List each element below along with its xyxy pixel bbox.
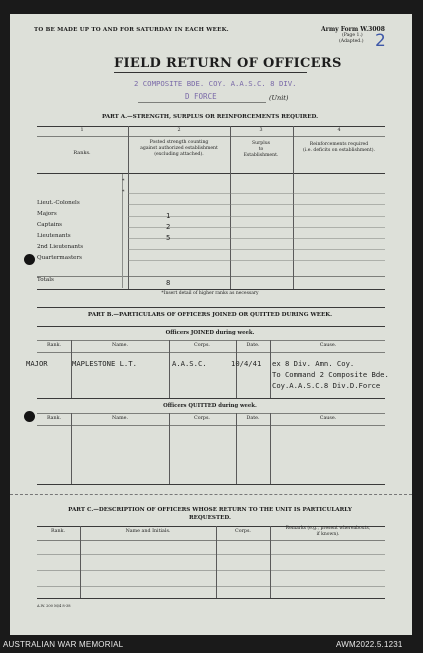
col-number-2: 2 xyxy=(177,128,181,133)
joined-col-cause: Cause. xyxy=(319,343,337,348)
col-header-posted-2: against authorized establishment xyxy=(140,146,218,151)
joined-col-name: Name. xyxy=(112,343,128,348)
unit-label: (Unit) xyxy=(269,94,289,102)
part-c-col-rank: Rank. xyxy=(50,529,66,534)
part-c-col-name: Name and Initials. xyxy=(125,529,171,534)
part-b-heading: PART B.—PARTICULARS OF OFFICERS JOINED OR QUITTED DURING WEEK. xyxy=(87,312,333,318)
document-page xyxy=(10,14,412,635)
col-header-reinf-2: (i.e. deficits on establishment). xyxy=(303,148,375,153)
part-a-footnote: *Insert detail of higher ranks as necessary xyxy=(161,291,259,296)
posted-captains: 2 xyxy=(166,222,171,231)
rank-totals: Totals xyxy=(37,277,54,283)
footer-accession-number: AWM2022.5.1231 xyxy=(336,640,403,649)
col-header-surplus-1: Surplus xyxy=(251,141,271,146)
instruction-text: TO BE MADE UP TO AND FOR SATURDAY IN EACH WEEK. xyxy=(34,27,229,33)
punch-hole-bottom xyxy=(24,411,35,422)
joined-col-date: Date. xyxy=(246,343,260,348)
rank-lieutenants: Lieutenants xyxy=(37,233,71,239)
posted-lieutenants: 5 xyxy=(166,233,171,242)
joined-col-corps: Corps. xyxy=(194,343,210,348)
rank-2nd-lieutenants: 2nd Lieutenants xyxy=(37,244,84,250)
col-header-surplus-3: Establishment. xyxy=(243,153,279,158)
rank-quartermasters: Quartermasters xyxy=(37,255,83,261)
part-c-col-remarks-2: if known). xyxy=(316,532,340,537)
col-number-4: 4 xyxy=(337,128,341,133)
quitted-col-date: Date. xyxy=(246,416,260,421)
part-a-heading: PART A.—STRENGTH, SURPLUS OR REINFORCEMENTS REQUIRED. xyxy=(101,114,319,120)
col-number-1: 1 xyxy=(80,128,84,133)
joined-col-rank: Rank. xyxy=(46,343,62,348)
print-code: A.W. 200 M/4 8-38 xyxy=(37,604,71,608)
col-header-surplus-2: to xyxy=(258,147,264,152)
posted-majors: 1 xyxy=(166,211,171,220)
quitted-col-corps: Corps. xyxy=(194,416,210,421)
joined-cause-line3: Coy.A.A.S.C.8 Div.D.Force xyxy=(272,381,381,390)
asterisk-2: * xyxy=(122,189,125,195)
joined-name-value: MAPLESTONE L.T. xyxy=(72,359,137,368)
quitted-heading: Officers QUITTED during week. xyxy=(163,403,257,409)
quitted-col-cause: Cause. xyxy=(319,416,337,421)
form-page: (Page 1.) xyxy=(342,33,363,38)
handwritten-page-number: 2 xyxy=(375,31,386,51)
part-c-heading-1: PART C.—DESCRIPTION OF OFFICERS WHOSE RETURN TO THE UNIT IS PARTICULARLY xyxy=(68,507,352,513)
asterisk-1: * xyxy=(122,178,125,184)
footer-institution: AUSTRALIAN WAR MEMORIAL xyxy=(3,640,124,649)
col-number-3: 3 xyxy=(259,128,263,133)
part-c-heading-2: REQUESTED. xyxy=(189,515,231,521)
rank-majors: Majors xyxy=(37,211,57,217)
rank-captains: Captains xyxy=(37,222,63,228)
part-c-col-remarks-1: Remarks (e.g., present whereabouts, xyxy=(285,526,371,531)
joined-cause-line1: ex 8 Div. Amn. Coy. xyxy=(272,359,355,368)
joined-date-value: 10/4/41 xyxy=(231,359,262,368)
joined-heading: Officers JOINED during week. xyxy=(165,330,255,336)
quitted-col-rank: Rank. xyxy=(46,416,62,421)
rank-lieut-colonels: Lieut.-Colonels xyxy=(37,200,80,206)
joined-corps-value: A.A.S.C. xyxy=(172,359,207,368)
unit-stamp-line2: D FORCE xyxy=(185,92,217,101)
form-number: Army Form W.3008 xyxy=(321,26,385,33)
quitted-col-name: Name. xyxy=(112,416,128,421)
col-header-ranks: Ranks. xyxy=(73,150,91,156)
col-header-posted-3: (excluding attached). xyxy=(154,152,204,157)
joined-rank-value: MAJOR xyxy=(26,359,48,368)
unit-stamp-line1: 2 COMPOSITE BDE. COY. A.A.S.C. 8 DIV. xyxy=(134,79,297,88)
col-header-reinf-1: Reinforcements required xyxy=(309,142,369,147)
joined-cause-line2: To Command 2 Composite Bde. xyxy=(272,370,389,379)
punch-hole-top xyxy=(24,254,35,265)
col-header-posted-1: Posted strength counting xyxy=(149,140,209,145)
posted-totals: 8 xyxy=(166,278,171,287)
part-c-col-corps: Corps. xyxy=(235,529,251,534)
form-title: FIELD RETURN OF OFFICERS xyxy=(114,56,342,71)
form-adapted: (Adapted.) xyxy=(339,39,364,44)
